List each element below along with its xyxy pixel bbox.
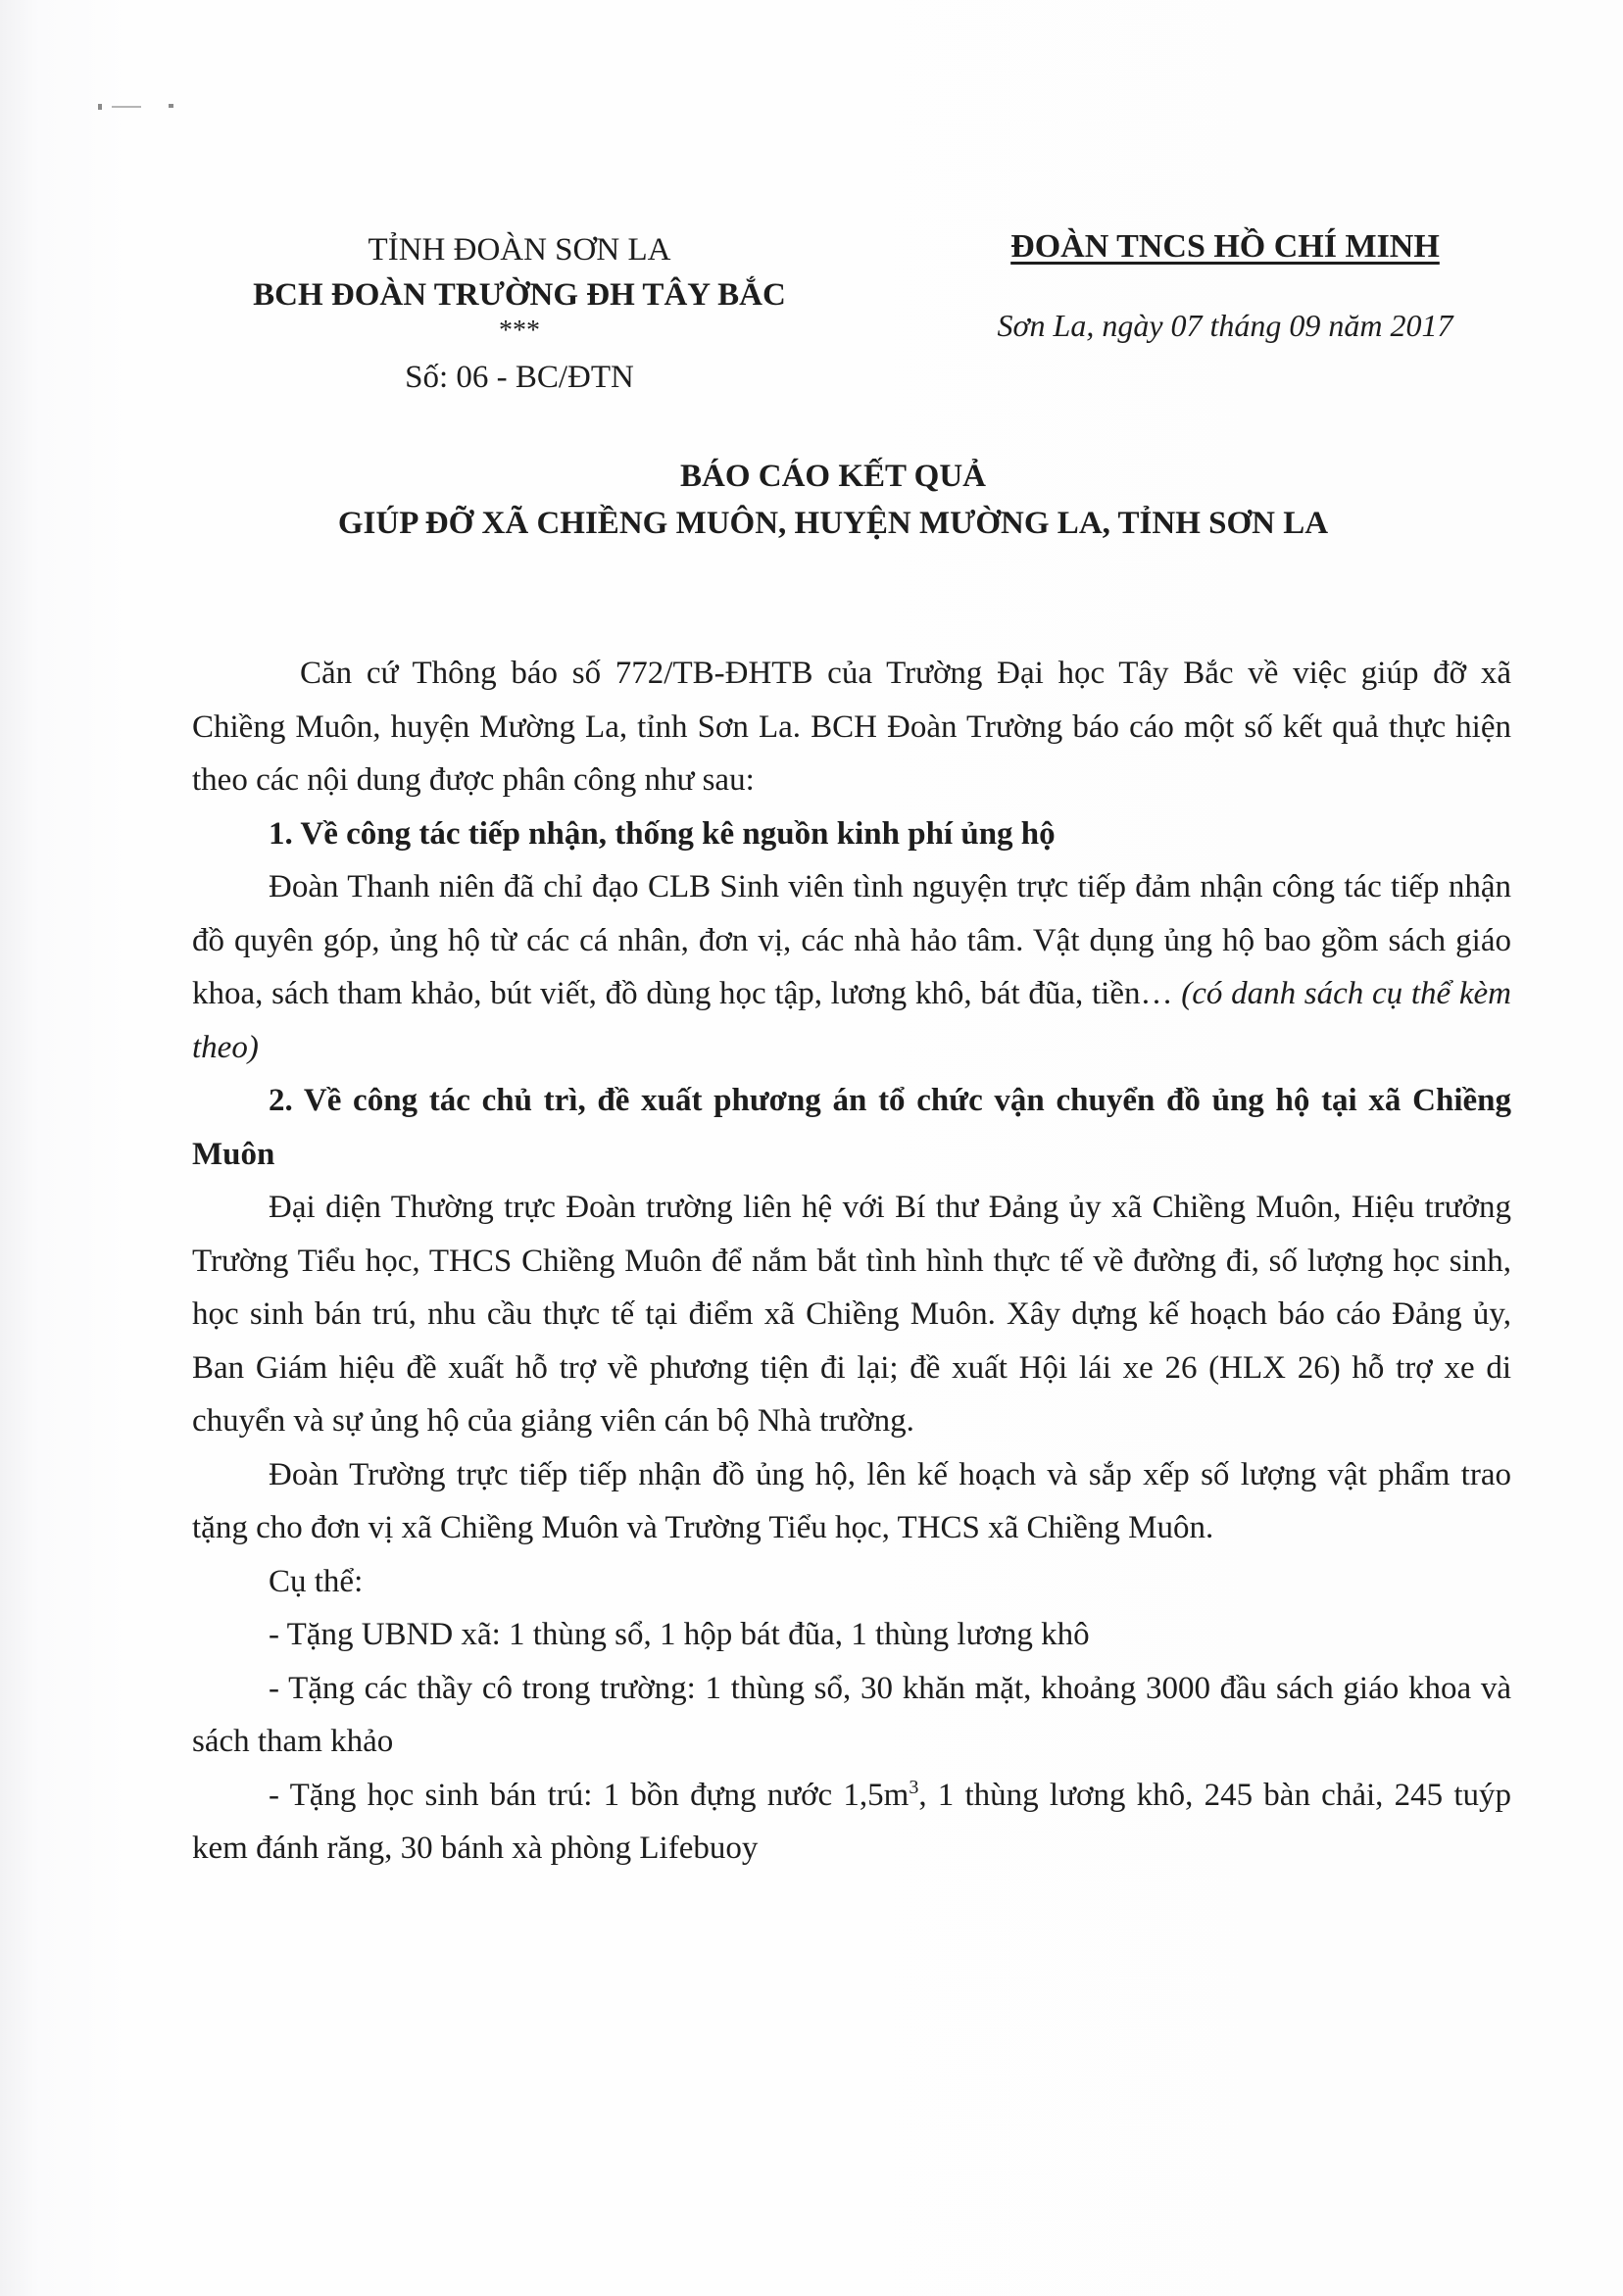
- section-1-paragraph: [192, 860, 1511, 1074]
- issuing-authority-block: [176, 227, 862, 400]
- province-union-name: TỈNH ĐOÀN SƠN LA: [368, 232, 671, 268]
- section-1-note: (có danh sách cụ thể kèm theo): [192, 976, 1512, 1065]
- section-2-heading: 2. Về công tác chủ trì, đề xuất phương án tổ chức vận chuyển đồ ủng hộ tại xã Chiềng Muôn: [192, 1083, 1511, 1172]
- intro-paragraph: Căn cứ Thông báo số 772/TB-ĐHTB của Trường Đại học Tây Bắc về việc giúp đỡ xã Chiềng Muôn, huyện Mường La, tỉnh Sơn La. BCH Đoàn Trường báo cáo một số kết quả thực hiện theo các nội dung được phân công như sau:: [192, 656, 1511, 798]
- document-body: [192, 647, 1511, 1876]
- section-2-paragraph-2: Đoàn Trường trực tiếp tiếp nhận đồ ủng hộ, lên kế hoạch và sắp xếp số lượng vật phẩm trao tặng cho đơn vị xã Chiềng Muôn và Trường Tiểu học, THCS xã Chiềng Muôn.: [192, 1456, 1511, 1545]
- title-line-2: GIÚP ĐỠ XÃ CHIỀNG MUÔN, HUYỆN MƯỜNG LA, TỈNH SƠN LA: [337, 506, 1329, 541]
- document-title: [196, 453, 1470, 547]
- document-number: Số: 06 - BC/ĐTN: [405, 360, 634, 395]
- organization-block: [911, 223, 1539, 344]
- section-2-paragraph-1: Đại diện Thường trực Đoàn trường liên hệ với Bí thư Đảng ủy xã Chiềng Muôn, Hiệu trưởng Trường Tiểu học, THCS Chiềng Muôn để nắm bắt tình hình thực tế về đường đi, số lượng học sinh, học sinh bán trú, nhu cầu thực tế tại điểm xã Chiềng Muôn. Xây dựng kế hoạch báo cáo Đảng ủy, Ban Giám hiệu đề xuất hỗ trợ về phương tiện đi lại; đề xuất Hội lái xe 26 (HLX 26) hỗ trợ xe di chuyển và sự ủng hộ của giảng viên cán bộ Nhà trường.: [192, 1190, 1511, 1439]
- school-union-name: BCH ĐOÀN TRƯỜNG ĐH TÂY BẮC: [253, 277, 786, 313]
- bullet-item-3-superscript: 3: [909, 1776, 919, 1798]
- document-date: Sơn La, ngày 07 tháng 09 năm 2017: [997, 308, 1453, 343]
- bullet-item-3: [192, 1769, 1511, 1876]
- separator-stars: ***: [499, 316, 540, 346]
- organization-name: ĐOÀN TNCS HỒ CHÍ MINH: [1010, 228, 1440, 265]
- bullet-item-3-part-b: , 1 thùng lương khô, 245 bàn chải, 245 tuýp kem đánh răng, 30 bánh xà phòng Lifebuoy: [192, 1777, 1511, 1866]
- bullet-item-1: - Tặng UBND xã: 1 thùng sổ, 1 hộp bát đũa, 1 thùng lương khô: [269, 1617, 1090, 1652]
- bullet-item-2: - Tặng các thầy cô trong trường: 1 thùng sổ, 30 khăn mặt, khoảng 3000 đầu sách giáo khoa và sách tham khảo: [192, 1670, 1511, 1759]
- bullet-item-3-part-a: - Tặng học sinh bán trú: 1 bồn đựng nước 1,5m: [269, 1777, 910, 1813]
- section-1-text: Đoàn Thanh niên đã chỉ đạo CLB Sinh viên tình nguyện trực tiếp đảm nhận công tác tiếp nhận đồ quyên góp, ủng hộ từ các cá nhân, đơn vị, các nhà hảo tâm. Vật dụng ủng hộ bao gồm sách giáo khoa, sách tham khảo, bút viết, đồ dùng học tập, lương khô, bát đũa, tiền…: [192, 869, 1511, 1011]
- scan-artifact: [98, 104, 176, 110]
- details-label: Cụ thể:: [269, 1563, 364, 1599]
- section-1-heading: 1. Về công tác tiếp nhận, thống kê nguồn kinh phí ủng hộ: [269, 815, 1056, 852]
- title-line-1: BÁO CÁO KẾT QUẢ: [679, 459, 987, 494]
